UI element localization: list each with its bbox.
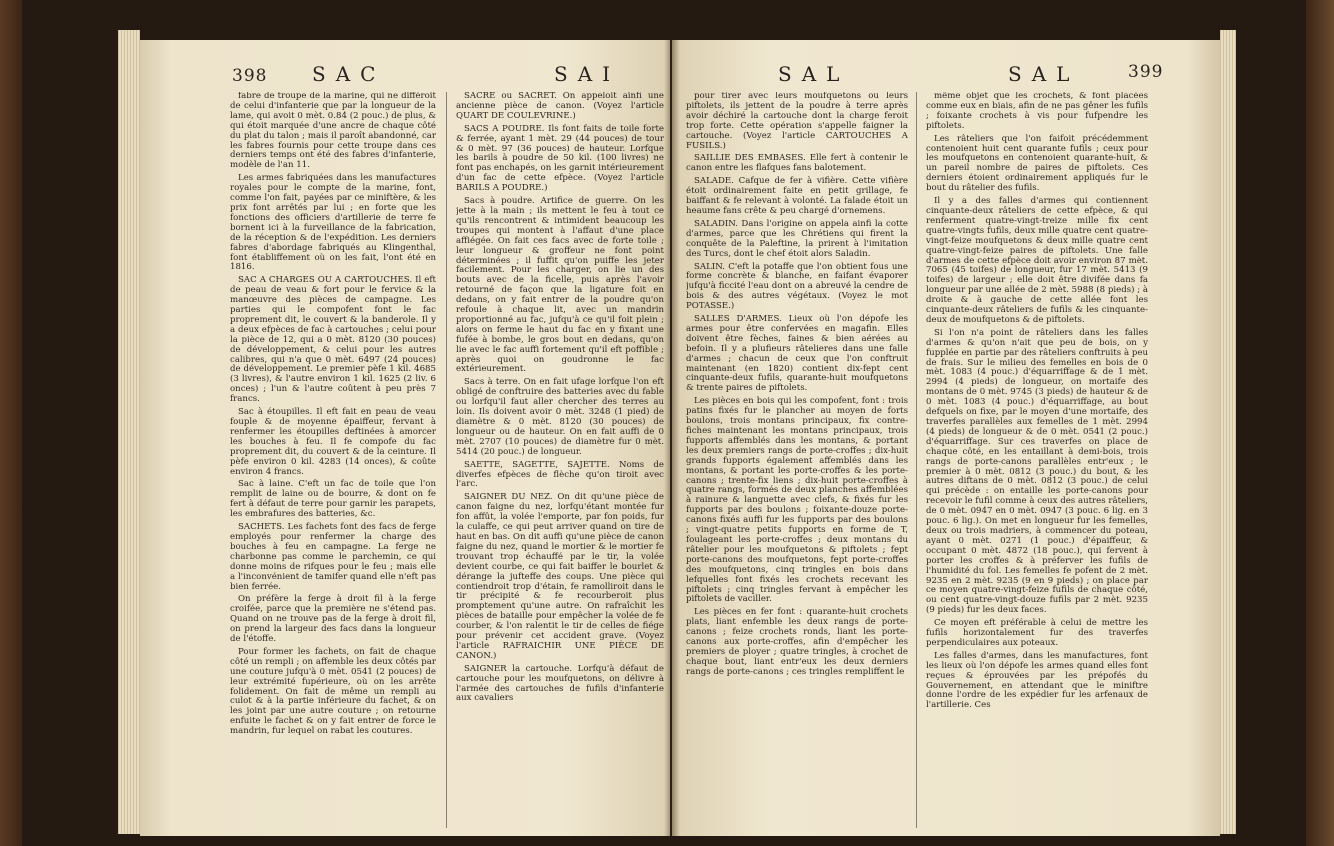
book-cover-left	[0, 0, 22, 846]
paragraph: même objet que les crochets, & font placées comme eux en biais, afin de ne pas gêner les fufils ; foixante crochets à vis pour fufpendre les piftolets.	[926, 92, 1148, 131]
right-page-column-2	[926, 92, 1148, 828]
paragraph: Sac à étoupilles. Il eft fait en peau de veau fouple & de moyenne épaiffeur, fervant à renfermer les étoupilles deftinées à amorcer les bouches à feu. Il fe compofe du fac proprement dit, du couvert & de la ceinture. Il pèfe environ 0 kil. 4283 (14 onces), & coûte environ 4 francs.	[230, 407, 436, 477]
book-cover-right	[1306, 0, 1334, 846]
left-page-column-1	[230, 92, 436, 828]
right-page-number: 399	[1128, 62, 1164, 82]
paragraph: Les râteliers que l'on faifoit précédemment contenoient huit cent quarante fufils ; ceux pour les moufquetons en contenoient quarante-huit, & un pareil nombre de paires de piftolets. Ces derniers étoient ordinairement appliqués fur le bout du râtelier des fufils.	[926, 133, 1148, 194]
right-page-column-1	[686, 92, 908, 828]
paragraph: SALLES D'ARMES. Lieux où l'on dépofe les armes pour être confervées en magafin. Elles doivent être fèches, faines & bien aérées au befoin. Il y a plufieurs râtelieres dans une falle d'armes ; chacun de ceux que l'on conftruit maintenant (en 1820) contient dix-fept cent cinquante-deux fufils, quarante-huit moufquetons & trente paires de piftolets.	[686, 314, 908, 394]
paragraph: pour tirer avec leurs moufquetons ou leurs piftolets, ils jettent de la poudre à terre après avoir déchiré la cartouche dont la charge feroit trop forte. Cette opération s'appelle faigner la cartouche. (Voyez l'article CARTOUCHES A FUSILS.)	[686, 92, 908, 151]
paragraph: SAETTE, SAGETTE, SAJETTE. Noms de diverfes efpèces de flèche qu'on tiroit avec l'arc.	[456, 459, 664, 490]
paragraph: SALADE. Cafque de fer à vifière. Cette vifière étoit ordinairement faite en petit grillage, fe baiffant & fe relevant à volonté. La falade étoit un heaume fans crête & peu chargé d'ornemens.	[686, 176, 908, 216]
paragraph: Pour former les fachets, on fait de chaque côté un rempli ; on affemble les deux côtés par une couture jufqu'à 0 mèt. 0541 (2 pouces) de leur extrémité fupérieure, où on les arrête folidement. On fait de même un rempli au culot & à la partie inférieure du fachet, & on les joint par une autre couture ; on retourne enfuite le fachet & on y fait entrer de force le mandrin, fur lequel on rabat les coutures.	[230, 646, 436, 737]
paragraph: Les armes fabriquées dans les manufactures royales pour le compte de la marine, font, comme l'on fait, payées par ce miniftère, & les prix font arrêtés par lui ; en forte que les fonctions des officiers d'artillerie de terre fe bornent ici à la furveillance de la fabrication, de la réception & de l'expédition. Les derniers fabres d'abordage fabriqués au Klingenthal, font établiffement où on les fait, l'ont été en 1816.	[230, 173, 436, 273]
paragraph: Sac à laine. C'eft un fac de toile que l'on remplit de laine ou de bourre, & dont on fe fert à défaut de terre pour garnir les parapets, les embrafures des batteries, &c.	[230, 479, 436, 520]
paragraph: SACS A POUDRE. Ils font faits de toile forte & ferrée, ayant 1 mèt. 29 (44 pouces) de tour & 0 mèt. 97 (36 pouces) de hauteur. Lorfque les barils à poudre de 50 kil. (100 livres) ne font pas enchapés, on les garnit intérieurement d'un fac de cette efpèce. (Voyez l'article BARILS A POUDRE.)	[456, 123, 664, 194]
right-page-header	[686, 62, 1186, 88]
paragraph: SAILLIE DES EMBASES. Elle fert à contenir le canon entre les flafques fans balotement.	[686, 153, 908, 174]
left-page-column-2	[456, 92, 664, 828]
paragraph: SALIN. C'eft la potaffe que l'on obtient fous une forme concrète & blanche, en faifant évaporer jufqu'à ficcité l'eau dont on a abreuvé la cendre de bois & des autres végétaux. (Voyez le mot POTASSE.)	[686, 261, 908, 312]
left-page-header	[232, 62, 682, 88]
left-header-word-2: SAI	[554, 62, 621, 86]
paragraph: SACRE ou SACRET. On appeloit ainfi une ancienne pièce de canon. (Voyez l'article QUART DE COULEVRINE.)	[456, 92, 664, 121]
left-page-number: 398	[232, 66, 268, 86]
paragraph: SAIGNER DU NEZ. On dit qu'une pièce de canon faigne du nez, lorfqu'étant montée fur fon affût, la volée l'emporte, par fon poids, fur la culaffe, ce qui peut arriver quand on tire de haut en bas. On dit auffi qu'une pièce de canon faigne du nez, quand le mortier & le mortier fe trouvant trop échauffé par le tir, la volée devient courbe, ce qui fait baiffer le bourlet & dérange la jufteffe des coups. Une pièce qui contiendroit trop d'étain, fe ramolliroit dans le tir précipité & fe recourberoit plus promptement qu'une autre. On rafraîchit les pièces de bataille pour empêcher la volée de fe courber, & l'on ralentit le tir de celles de fiége pour prévenir cet accident grave. (Voyez l'article RAFRAICHIR UNE PIÈCE DE CANON.)	[456, 492, 664, 661]
paragraph: Si l'on n'a point de râteliers dans les falles d'armes & qu'on n'ait que peu de bois, on y fupplée en partie par des râteliers conftruits à peu de frais. Sur le milieu des femelles en bois de 0 mèt. 1083 (4 pouc.) d'équarriffage & de 1 mèt. 2994 (4 pieds) de longueur, on mortaife des montans de 0 mèt. 9745 (3 pieds) de hauteur & de 0 mèt. 1083 (4 pouc.) d'équarriffage, au bout defquels on fixe, par le moyen d'une mortaife, des traverfes parallèles aux femelles de 1 mèt. 2994 (4 pieds) de longueur & de 0 mèt. 0541 (2 pouc.) d'équarriffage. Sur ces traverfes on place de chaque côté, en les entaillant à demi-bois, trois rangs de porte-canons parallèles entr'eux ; le premier à 0 mèt. 0812 (3 pouc.) du bout, & les autres diftans de 0 mèt. 0812 (3 pouc.) de celui qui précède : on entaille les porte-canons pour recevoir le fufil comme à ceux des autres râteliers, de 0 mèt. 0947 en 0 mèt. 0947 (3 pouc. 6 lig. en 3 pouc. 6 lig.). On met en longueur fur les femelles, deux ou trois madriers, à commencer du poteau, ayant 0 mèt. 0271 (1 pouc.) d'épaiffeur, & occupant 0 mèt. 4872 (18 pouc.), qui fervent à porter les croffes & à préferver les fufils de l'humidité du fol. Les femelles fe pofent de 2 mèt. 9235 en 2 mèt. 9235 (9 en 9 pieds) ; on place par ce moyen quatre-vingt-feize fufils de chaque côté, ou cent quatre-vingt-douze fufils par 2 mèt. 9235 (9 pieds) fur les deux faces.	[926, 327, 1148, 616]
right-header-word-2: SAL	[1008, 62, 1080, 86]
right-header-word-1: SAL	[778, 62, 850, 86]
book-gutter	[664, 40, 680, 836]
paragraph: Il y a des falles d'armes qui contiennent cinquante-deux râteliers de cette efpèce, & qui renferment quatre-vingt-treize mille fix cent quatre-vingts fufils, deux mille quatre cent quatre-vingt-feize moufquetons & deux mille quatre cent quatre-vingt-feize paires de piftolets. Une falle d'armes de cette efpèce doit avoir environ 87 mèt. 7065 (45 toifes) de longueur, fur 17 mèt. 5413 (9 toifes) de largeur ; elle doit être divifée dans fa longueur par une allée de 2 mèt. 5988 (8 pieds) ; à droite & à gauche de cette allée font les cinquante-deux râteliers de fufils & les cinquante-deux de moufquetons & de piftolets.	[926, 196, 1148, 325]
left-header-word-1: SAC	[312, 62, 386, 86]
paragraph: SALADIN. Dans l'origine on appela ainfi la cotte d'armes, parce que les Chrétiens qui firent la conquête de la Paleftine, la prirent à l'imitation des Turcs, dont le chef étoit alors Saladin.	[686, 218, 908, 259]
paragraph: Les falles d'armes, dans les manufactures, font les lieux où l'on dépofe les armes quand elles font reçues & éprouvées par les prépofés du Gouvernement, en attendant que le miniftre donne l'ordre de les expédier fur les arfenaux de l'artillerie. Ces	[926, 650, 1148, 711]
left-column-divider	[446, 92, 447, 828]
paragraph: Ce moyen eft préférable à celui de mettre les fufils horizontalement fur des traverfes perpendiculaires aux poteaux.	[926, 618, 1148, 648]
paragraph: Les pièces en bois qui les compofent, font : trois patins fixés fur le plancher au moyen de forts boulons, trois montans principaux, fix contre-fiches maintenant les montans principaux, trois fupports affemblés dans les montans, & portant les deux premiers rangs de porte-croffes ; dix-huit grands fupports également affemblés dans les montans, & portant les porte-croffes & les porte-canons ; trente-fix liens ; dix-huit porte-croffes à quatre rangs, formés de deux planches affemblées à rainure & languette avec clefs, & fixés fur les fupports par des boulons ; foixante-douze porte-canons fixés auffi fur les fupports par des boulons ; vingt-quatre petits fupports en forme de T, foulageant les porte-croffes ; deux montans du râtelier pour les moufquetons & piftolets ; fept porte-canons des moufquetons, fept porte-croffes des moufquetons, cinq tringles en bois dans lefquelles font fixés les crochets recevant les piftolets ; cinq tringles fervant à empêcher les piftolets de vaciller.	[686, 396, 908, 605]
paragraph: On préfère la ferge à droit fil à la ferge croifée, parce que la première ne s'étend pas. Quand on ne trouve pas de la ferge à droit fil, on prend la largeur des facs dans la longueur de l'étoffe.	[230, 594, 436, 645]
paragraph: Sacs à terre. On en fait ufage lorfque l'on eft obligé de conftruire des batteries avec du fable ou lorfqu'il faut aller chercher des terres au loin. Ils doivent avoir 0 mèt. 3248 (1 pied) de diamètre & 0 mèt. 8120 (30 pouces) de longueur ou de hauteur. On en fait auffi de 0 mèt. 2707 (10 pouces) de diamètre fur 0 mèt. 5414 (20 pouc.) de longueur.	[456, 377, 664, 457]
right-column-divider	[916, 92, 917, 828]
paragraph: SAC A CHARGES OU A CARTOUCHES. Il eft de peau de veau & fort pour le fervice & la manœuvre des pièces de campagne. Les parties qui le compofent font le fac proprement dit, le couvert & la banderole. Il y a deux efpèces de fac à cartouches ; celui pour la pièce de 12, qui a 0 mèt. 8120 (30 pouces) de développement, & celui pour les autres calibres, qui n'a que 0 mèt. 6497 (24 pouces) de développement. Le premier pèfe 1 kil. 4685 (3 livres), & l'autre environ 1 kil. 1625 (2 liv. 6 onces) ; l'un & l'autre coûtent à peu près 7 francs.	[230, 275, 436, 405]
page-edges-right	[1220, 30, 1236, 834]
paragraph: SAIGNER la cartouche. Lorfqu'à défaut de cartouche pour les moufquetons, on délivre à l'armée des cartouches de fufils d'infanterie aux cavaliers	[456, 663, 664, 704]
paragraph: SACHETS. Les fachets font des facs de ferge employés pour renfermer la charge des bouches à feu en campagne. La ferge ne charbonne pas comme le parchemin, ce qui donne moins de rifques pour le feu ; mais elle a l'inconvénient de tamifer quand elle n'eft pas bien ferrée.	[230, 522, 436, 592]
paragraph: fabre de troupe de la marine, qui ne différoit de celui d'infanterie que par la longueur de la lame, qui avoit 0 mèt. 0.84 (2 pouc.) de plus, & qui étoit marquée d'une ancre de chaque côté du plat du talon ; mais il paroît abandonné, car les fabres fournis pour cette troupe dans ces derniers temps ont été des fabres d'infanterie, modèle de l'an 11.	[230, 92, 436, 171]
paragraph: Sacs à poudre. Artifice de guerre. On les jette à la main ; ils mettent le feu à tout ce qu'ils rencontrent & intimident beaucoup les troupes qui montent à l'affaut d'une place affiégée. On fait ces facs avec de forte toile ; leur longueur & groffeur ne font point déterminées ; il fuffit qu'on puiffe les jeter facilement. Pour les charger, on lie un des bouts avec de la ficelle, puis après l'avoir retourné de façon que la ligature foit en dedans, on y fait entrer de la poudre qu'on refoule à chaque lit, avec un mandrin proportionné au fac, jufqu'à ce qu'il foit plein ; alors on ferme le haut du fac en y fixant une fufée à bombe, le gros bout en dedans, qu'on lie avec le fac auffi fortement qu'il eft poffible ; après quoi on goudronne le fac extérieurement.	[456, 196, 664, 375]
paragraph: Les pièces en fer font : quarante-huit crochets plats, liant enfemble les deux rangs de porte-canons ; feize crochets ronds, liant les porte-canons aux porte-croffes, afin d'empêcher les premiers de ployer ; quatre tringles, à crochet de chaque bout, liant entr'eux les deux derniers rangs de porte-canons ; ces tringles rempliffent le	[686, 607, 908, 677]
page-edges-left	[118, 30, 140, 834]
